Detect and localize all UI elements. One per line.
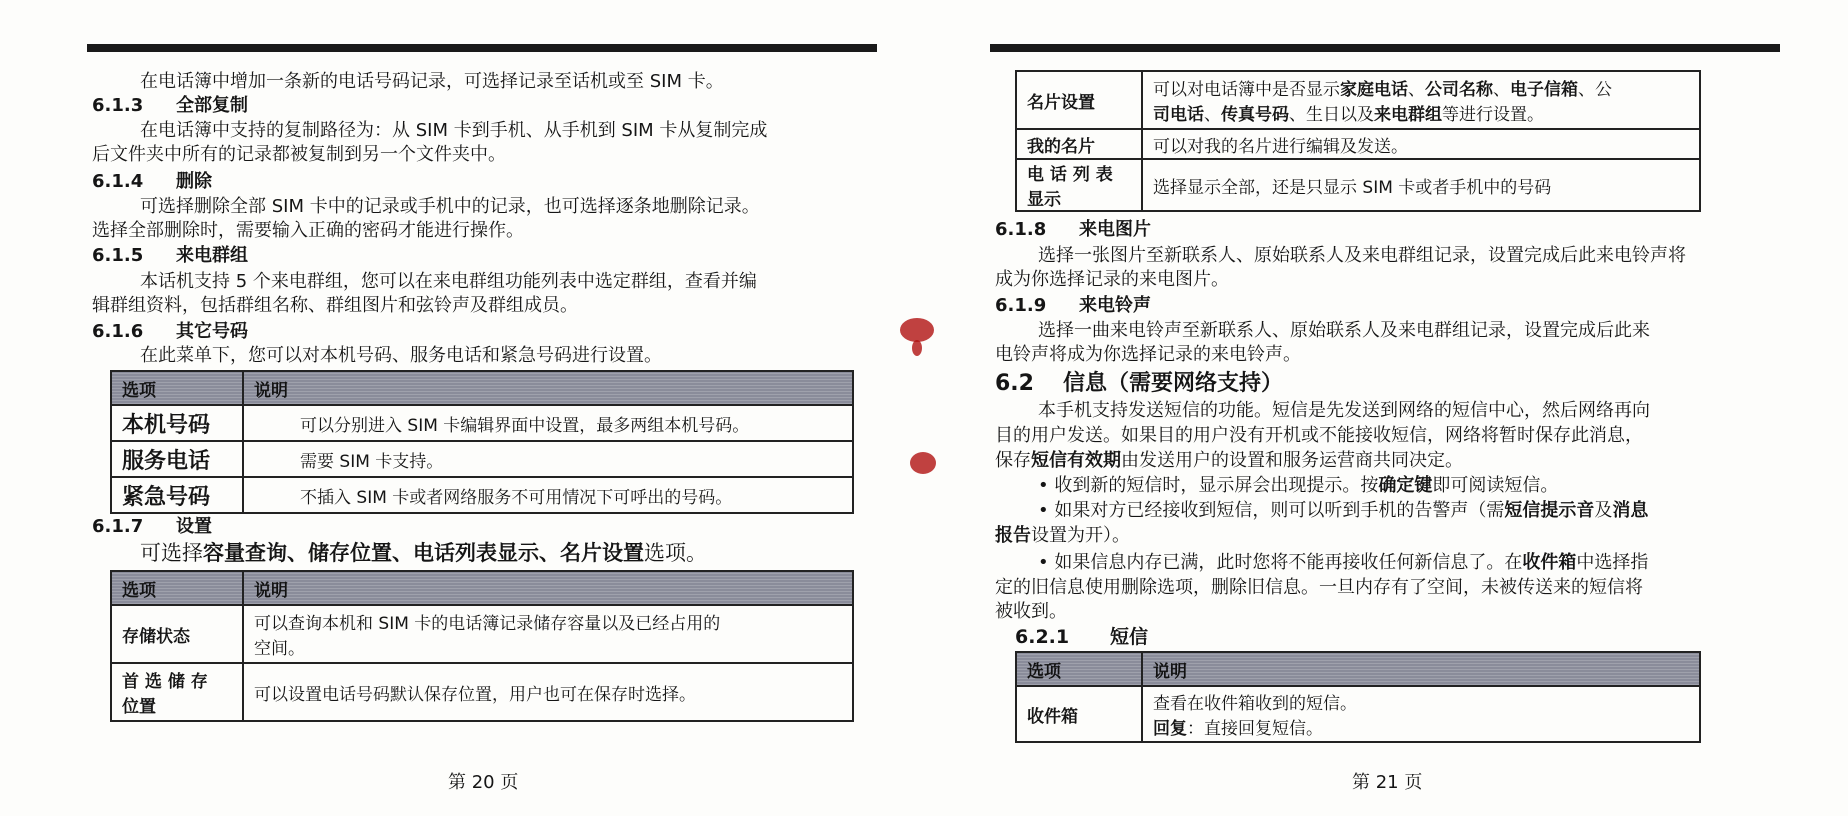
section-6-1-9-heading: 6.1.9 来电铃声 bbox=[995, 295, 1151, 316]
table-row: 服务电话 需要 SIM 卡支持。 bbox=[111, 441, 853, 477]
table-row: 首 选 储 存 位置 可以设置电话号码默认保存位置，用户也可在保存时选择。 bbox=[111, 663, 853, 721]
paragraph-line: 电铃声将成为你选择记录的来电铃声。 bbox=[995, 344, 1301, 365]
section-6-1-4-heading: 6.1.4 删除 bbox=[92, 171, 212, 192]
paragraph-line: 目的用户发送。如果目的用户没有开机或不能接收短信，网络将暂时保存此消息， bbox=[995, 425, 1643, 446]
table-header-cell: 说明 bbox=[243, 371, 853, 405]
paragraph-line: 本话机支持 5 个来电群组，您可以在来电群组功能列表中选定群组，查看并编 bbox=[140, 271, 757, 292]
paragraph-line: 本手机支持发送短信的功能。短信是先发送到网络的短信中心，然后网络再向 bbox=[1038, 400, 1650, 421]
table-row: 我的名片 可以对我的名片进行编辑及发送。 bbox=[1016, 129, 1700, 159]
other-numbers-table bbox=[110, 370, 854, 514]
left-page bbox=[0, 0, 900, 816]
paragraph-line: 保存短信有效期由发送用户的设置和服务运营商共同决定。 bbox=[995, 450, 1463, 471]
paragraph-line: 报告设置为开）。 bbox=[995, 525, 1130, 546]
bullet-line: • 收到新的短信时，显示屏会出现提示。按确定键即可阅读短信。 bbox=[1038, 475, 1559, 496]
table-header-cell: 说明 bbox=[243, 571, 853, 605]
paragraph-line: 在电话簿中支持的复制路径为：从 SIM 卡到手机、从手机到 SIM 卡从复制完成 bbox=[140, 120, 768, 141]
paragraph-line: 选择一张图片至新联系人、原始联系人及来电群组记录，设置完成后此来电铃声将 bbox=[1038, 245, 1686, 266]
paragraph-line: 定的旧信息使用删除选项，删除旧信息。一旦内存有了空间，未被传送来的短信将 bbox=[995, 577, 1643, 598]
paragraph-line: 后文件夹中所有的记录都被复制到另一个文件夹中。 bbox=[92, 144, 506, 165]
section-6-1-6-heading: 6.1.6 其它号码 bbox=[92, 321, 248, 342]
top-rule bbox=[990, 44, 1780, 52]
table-row: 紧急号码 不插入 SIM 卡或者网络服务不可用情况下可呼出的号码。 bbox=[111, 477, 853, 513]
table-row: 收件箱 查看在收件箱收到的短信。 回复：直接回复短信。 bbox=[1016, 686, 1700, 742]
paragraph-line: 成为你选择记录的来电图片。 bbox=[995, 269, 1229, 290]
intro-text: 在电话簿中增加一条新的电话号码记录，可选择记录至话机或至 SIM 卡。 bbox=[140, 71, 724, 92]
section-6-1-3-heading: 6.1.3 全部复制 bbox=[92, 95, 248, 116]
bullet-line: • 如果对方已经接收到短信，则可以听到手机的告警声（需短信提示音及消息 bbox=[1038, 500, 1649, 521]
table-header-cell: 选项 bbox=[1016, 652, 1142, 686]
stain-mark bbox=[900, 318, 934, 342]
section-6-1-5-heading: 6.1.5 来电群组 bbox=[92, 245, 248, 266]
bullet-line: • 如果信息内存已满，此时您将不能再接收任何新信息了。在收件箱中选择指 bbox=[1038, 552, 1649, 573]
stain-mark bbox=[912, 340, 922, 356]
paragraph-line: 可选择删除全部 SIM 卡中的记录或手机中的记录，也可选择逐条地删除记录。 bbox=[140, 196, 760, 217]
table-header-cell: 选项 bbox=[111, 571, 243, 605]
table-header-cell: 说明 bbox=[1142, 652, 1700, 686]
stain-mark bbox=[910, 452, 936, 474]
card-settings-table bbox=[1015, 70, 1701, 212]
table-header-cell: 选项 bbox=[111, 371, 243, 405]
page-number: 第 21 页 bbox=[1352, 772, 1423, 793]
settings-options-line: 可选择容量查询、储存位置、电话列表显示、名片设置选项。 bbox=[140, 541, 707, 565]
table-row: 存储状态 可以查询本机和 SIM 卡的电话簿记录储存容量以及已经占用的 空间。 bbox=[111, 605, 853, 663]
table-row: 电 话 列 表 显示 选择显示全部，还是只显示 SIM 卡或者手机中的号码 bbox=[1016, 159, 1700, 211]
sms-table bbox=[1015, 651, 1701, 743]
page-number: 第 20 页 bbox=[448, 772, 519, 793]
table-row: 本机号码 可以分别进入 SIM 卡编辑界面中设置，最多两组本机号码。 bbox=[111, 405, 853, 441]
section-6-2-heading: 6.2 信息（需要网络支持） bbox=[995, 371, 1284, 396]
section-6-1-7-heading: 6.1.7 设置 bbox=[92, 516, 212, 537]
paragraph-line: 辑群组资料，包括群组名称、群组图片和弦铃声及群组成员。 bbox=[92, 295, 578, 316]
table-row: 名片设置 可以对电话簿中是否显示家庭电话、公司名称、电子信箱、公 司电话、传真号码、生日以及来电群组等进行设置。 bbox=[1016, 71, 1700, 129]
paragraph-line: 选择一曲来电铃声至新联系人、原始联系人及来电群组记录，设置完成后此来 bbox=[1038, 320, 1650, 341]
paragraph-line: 在此菜单下，您可以对本机号码、服务电话和紧急号码进行设置。 bbox=[140, 345, 662, 366]
paragraph-line: 被收到。 bbox=[995, 601, 1067, 622]
paragraph-line: 选择全部删除时，需要输入正确的密码才能进行操作。 bbox=[92, 220, 524, 241]
right-page bbox=[940, 0, 1848, 816]
section-6-2-1-heading: 6.2.1 短信 bbox=[1015, 626, 1149, 648]
section-6-1-8-heading: 6.1.8 来电图片 bbox=[995, 219, 1151, 240]
settings-table bbox=[110, 570, 854, 722]
top-rule bbox=[87, 44, 877, 52]
